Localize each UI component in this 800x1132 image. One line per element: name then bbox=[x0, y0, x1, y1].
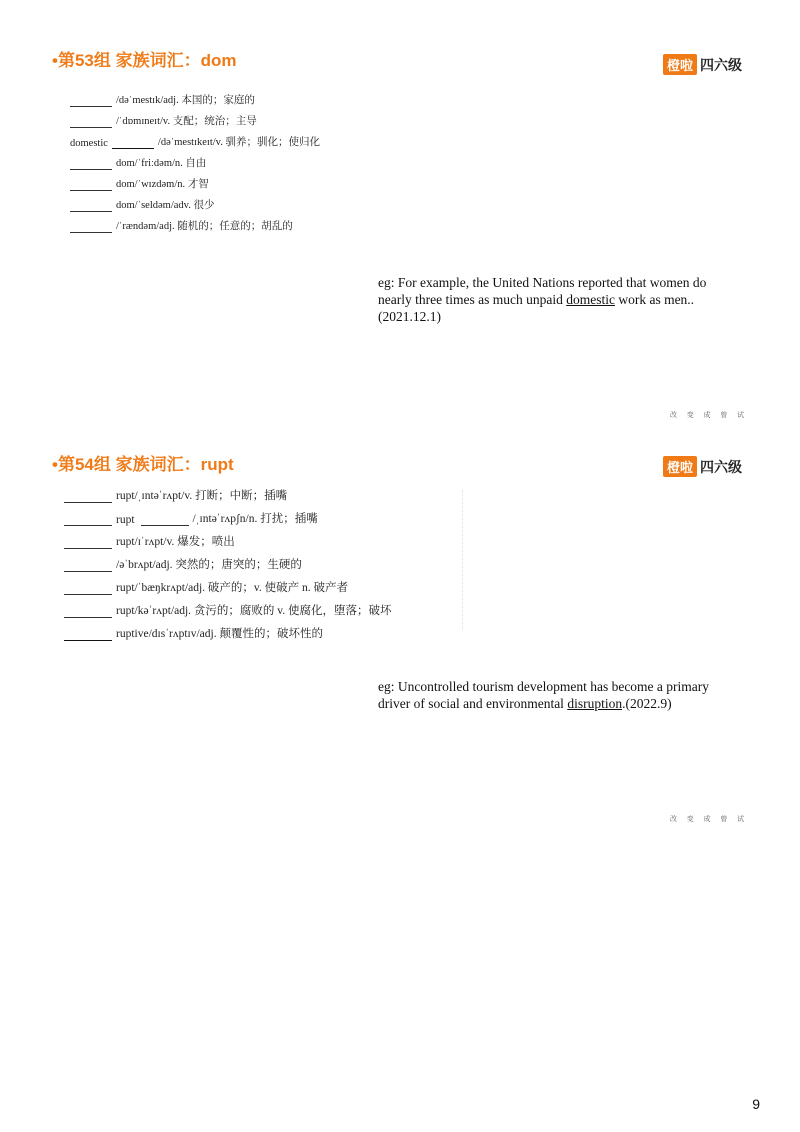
vocab-row: /dəˈmestɪk/adj. 本国的；家庭的 bbox=[70, 86, 320, 107]
vocab-row: dom/ˈwɪzdəm/n. 才智 bbox=[70, 170, 320, 191]
example-keyword: disruption bbox=[567, 696, 623, 711]
vocab-row: dom/ˈseldəm/adv. 很少 bbox=[70, 191, 320, 212]
brand-logo bbox=[663, 456, 742, 477]
example-sentence-dom: eg: For example, the United Nations reported that women do nearly three times as much unpaid domestic work as men..(2021.12.1) bbox=[378, 275, 707, 324]
brand-logo bbox=[663, 54, 742, 75]
vocab-row: dom/ˈfriːdəm/n. 自由 bbox=[70, 149, 320, 170]
footer-tagline: 改 变 成 曾 试 bbox=[670, 411, 748, 419]
vocab-row: domestic /dəˈmestɪkeɪt/v. 驯养；驯化；使归化 bbox=[70, 137, 320, 149]
vocab-row: /ˈdɒmɪneɪt/v. 支配；统治；主导 bbox=[70, 107, 320, 128]
section-53-title: •第53组 家族词汇：dom bbox=[52, 51, 237, 70]
brand-text: 四六级 bbox=[700, 458, 742, 475]
example-sentence-rupt: eg: Uncontrolled tourism development has become a primary driver of social and environmental disruption.(2022.9) bbox=[378, 679, 710, 711]
example-keyword: domestic bbox=[566, 292, 615, 307]
vocab-row: ruptive/dɪsˈrʌptɪv/adj. 颠覆性的；破坏性的 bbox=[64, 618, 392, 641]
vocab-row: /əˈbrʌpt/adj. 突然的；唐突的；生硬的 bbox=[64, 549, 392, 572]
vocab-row: rupt /ˌɪntəˈrʌpʃn/n. 打扰；插嘴 bbox=[64, 503, 392, 526]
vocab-row: rupt/ˌɪntəˈrʌpt/v. 打断；中断；插嘴 bbox=[64, 480, 392, 503]
vocab-row: /ˈrændəm/adj. 随机的；任意的；胡乱的 bbox=[70, 212, 320, 233]
brand-box: 橙啦 bbox=[663, 456, 697, 477]
vocab-row: rupt/kəˈrʌpt/adj. 贪污的；腐败的 v. 使腐化，堕落；破坏 bbox=[64, 595, 392, 618]
vocab-list-dom bbox=[70, 86, 320, 233]
brand-text: 四六级 bbox=[700, 56, 742, 73]
vocab-list-rupt bbox=[64, 480, 392, 641]
divider bbox=[462, 490, 463, 630]
vocab-row: rupt/ɪˈrʌpt/v. 爆发；喷出 bbox=[64, 526, 392, 549]
vocab-row: rupt/ˈbæŋkrʌpt/adj. 破产的；v. 使破产 n. 破产者 bbox=[64, 572, 392, 595]
section-54-title: •第54组 家族词汇：rupt bbox=[52, 455, 234, 474]
brand-box: 橙啦 bbox=[663, 54, 697, 75]
page-number: 9 bbox=[752, 1096, 760, 1112]
footer-tagline: 改 变 成 曾 试 bbox=[670, 815, 748, 823]
